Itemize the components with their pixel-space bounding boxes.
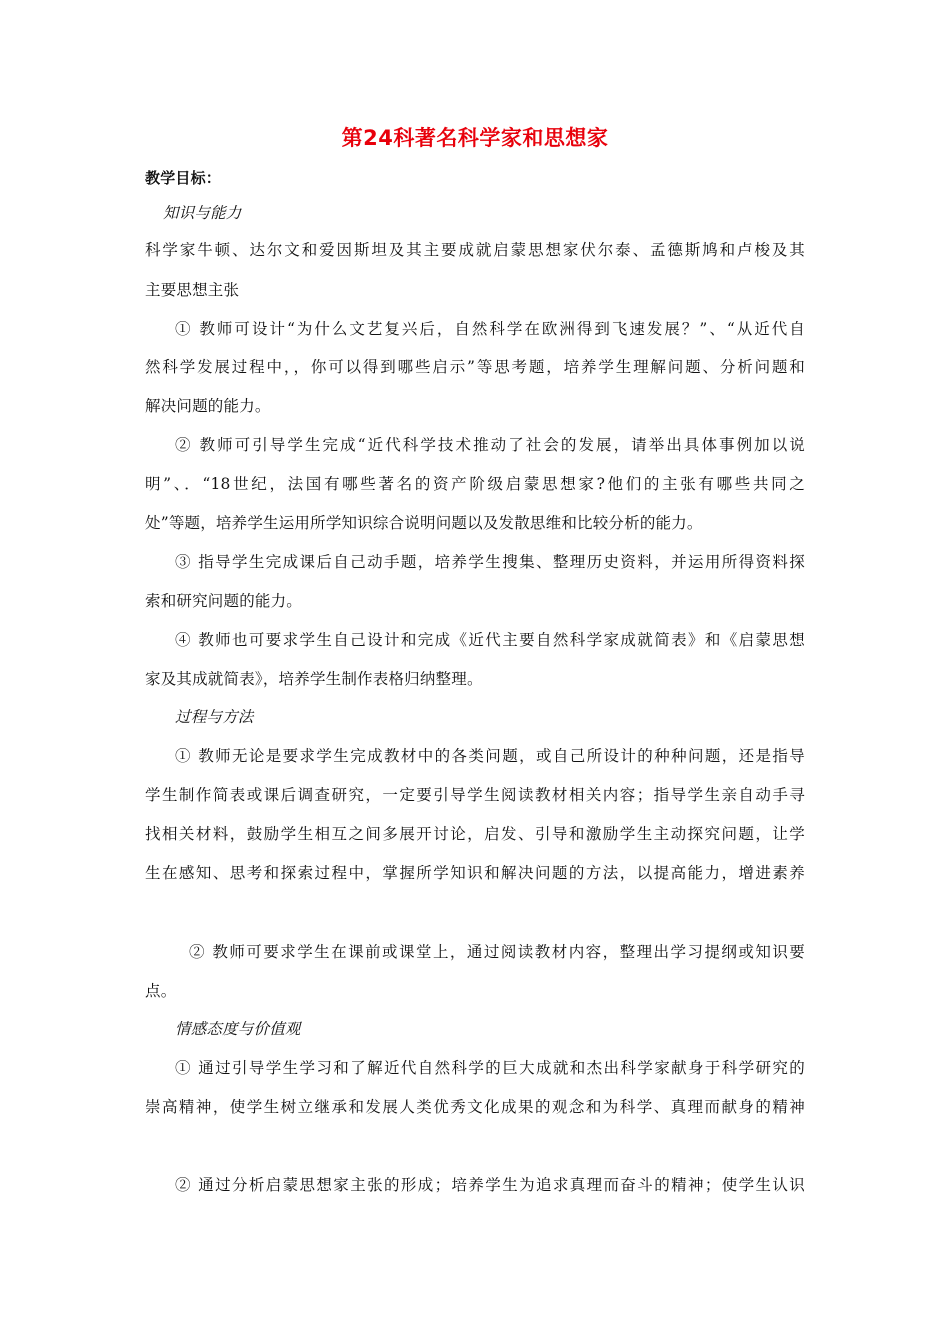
paragraph-line: 学生制作简表或课后调查研究，一定要引导学生阅读教材相关内容；指导学生亲自动手寻 bbox=[145, 786, 805, 804]
paragraph-line: 处”等题，培养学生运用所学知识综合说明问题以及发散思维和比较分析的能力。 bbox=[145, 514, 703, 532]
subsection-heading: 过程与方法 bbox=[175, 708, 254, 726]
paragraph-line: ① 教师无论是要求学生完成教材中的各类问题，或自己所设计的种种问题，还是指导 bbox=[175, 747, 805, 765]
paragraph-line: ① 教师可设计“为什么文艺复兴后，自然科学在欧洲得到飞速发展？”、“从近代自 bbox=[175, 320, 805, 338]
paragraph-line: ③ 指导学生完成课后自己动手题，培养学生搜集、整理历史资料，并运用所得资料探 bbox=[175, 553, 805, 571]
paragraph-line: 崇高精神，使学生树立继承和发展人类优秀文化成果的观念和为科学、真理而献身的精神 bbox=[145, 1098, 805, 1116]
paragraph-line: 解决问题的能力。 bbox=[145, 397, 271, 415]
subsection-heading: 情感态度与价值观 bbox=[175, 1020, 301, 1038]
paragraph-line: 生在感知、思考和探索过程中，掌握所学知识和解决问题的方法，以提高能力，增进素养 bbox=[145, 864, 805, 882]
section-heading: 教学目标： bbox=[145, 169, 222, 187]
paragraph-line: ② 通过分析启蒙思想家主张的形成；培养学生为追求真理而奋斗的精神；使学生认识 bbox=[175, 1176, 805, 1194]
paragraph-line: 索和研究问题的能力。 bbox=[145, 592, 303, 610]
paragraph-line: ② 教师可引导学生完成“近代科学技术推动了社会的发展，请举出具体事例加以说 bbox=[175, 436, 805, 454]
paragraph-line: 家及其成就简表》，培养学生制作表格归纳整理。 bbox=[145, 670, 483, 688]
paragraph-line: 科学家牛顿、达尔文和爱因斯坦及其主要成就启蒙思想家伏尔泰、孟德斯鸠和卢梭及其 bbox=[145, 241, 805, 259]
paragraph-line: 明”、．“18世纪，法国有哪些著名的资产阶级启蒙思想家?他们的主张有哪些共同之 bbox=[145, 475, 805, 493]
page-title: 第24科著名科学家和思想家 bbox=[341, 126, 609, 150]
paragraph-line: 点。 bbox=[145, 982, 177, 1000]
subsection-heading: 知识与能力 bbox=[163, 204, 242, 222]
paragraph-line: ① 通过引导学生学习和了解近代自然科学的巨大成就和杰出科学家献身于科学研究的 bbox=[175, 1059, 805, 1077]
paragraph-line: ④ 教师也可要求学生自己设计和完成《近代主要自然科学家成就简表》和《启蒙思想 bbox=[175, 631, 805, 649]
paragraph-line: 主要思想主张 bbox=[145, 281, 240, 299]
paragraph-line: ② 教师可要求学生在课前或课堂上，通过阅读教材内容，整理出学习提纲或知识要 bbox=[189, 943, 805, 961]
paragraph-line: 找相关材料，鼓励学生相互之间多展开讨论，启发、引导和激励学生主动探究问题，让学 bbox=[145, 825, 805, 843]
paragraph-line: 然科学发展过程中，，你可以得到哪些启示”等思考题，培养学生理解问题、分析问题和 bbox=[145, 358, 805, 376]
